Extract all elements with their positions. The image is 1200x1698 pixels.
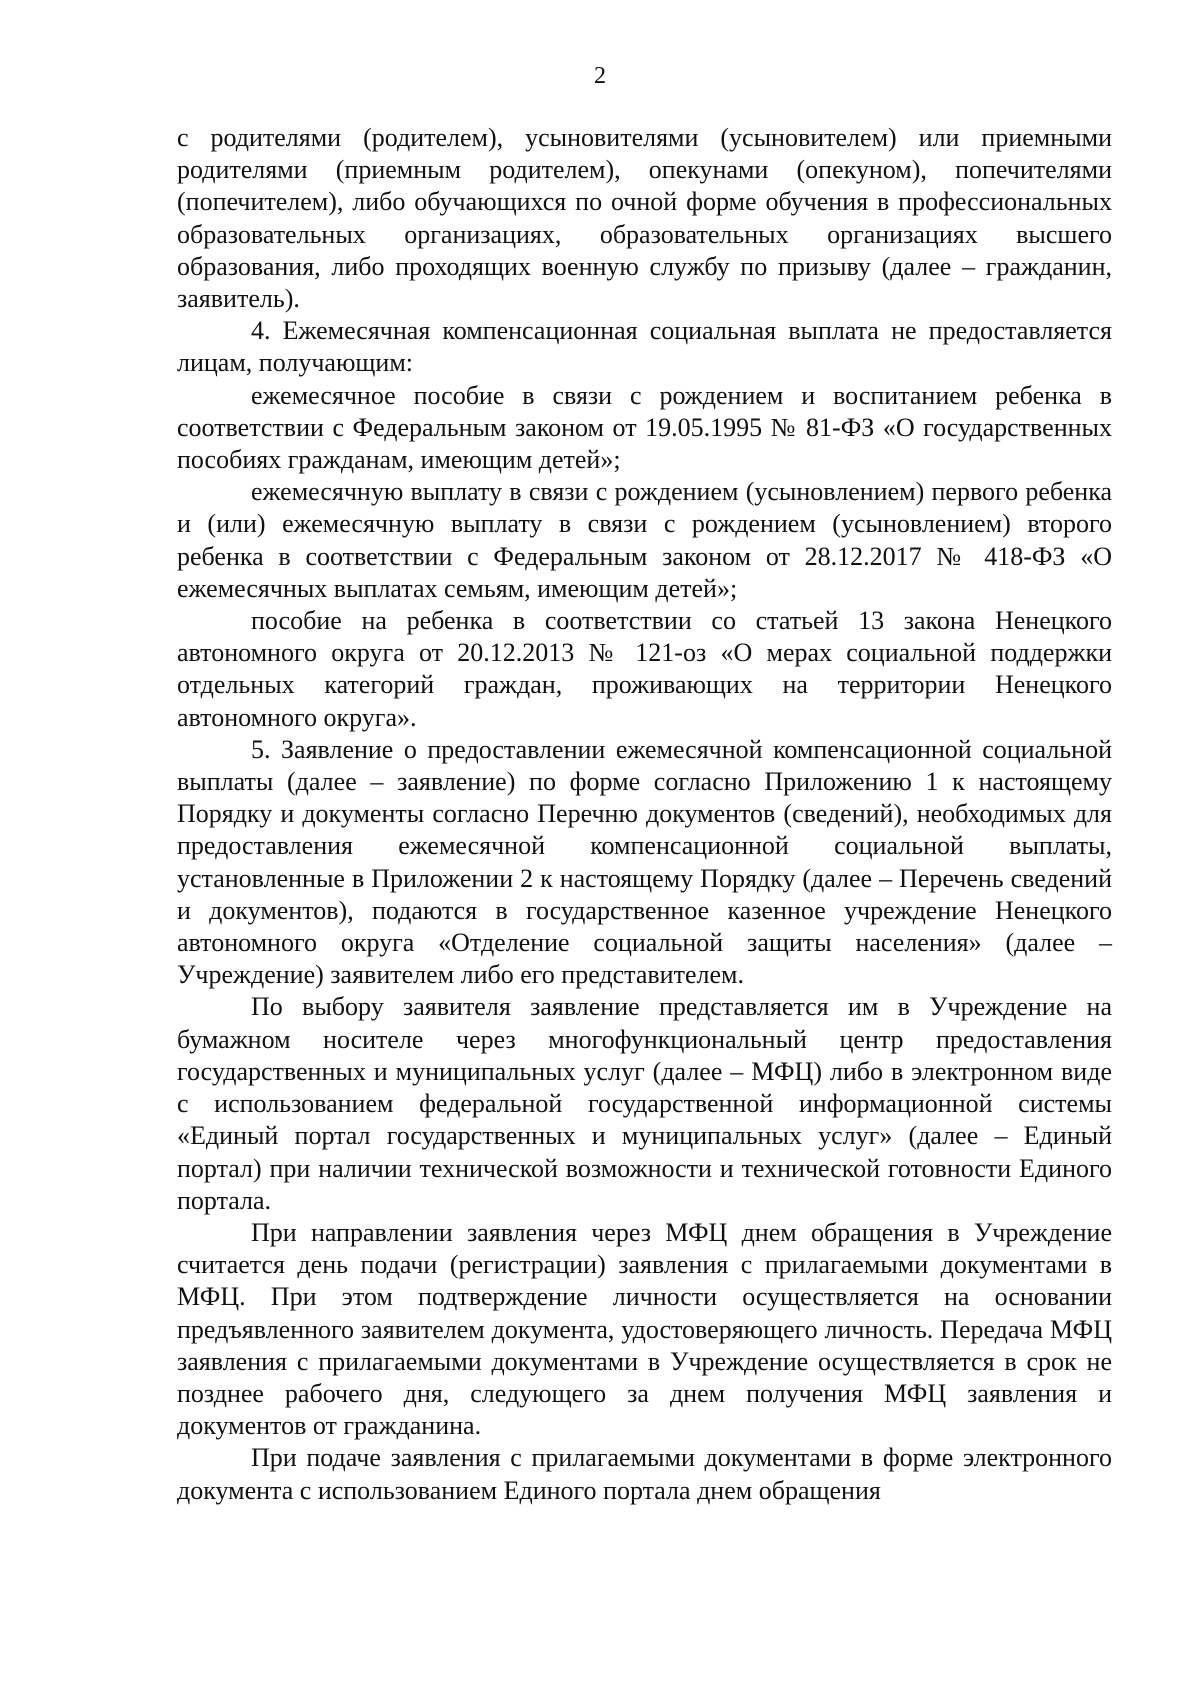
document-body — [177, 122, 1112, 1507]
page-number: 2 — [594, 63, 606, 89]
paragraph-6: 5. Заявление о предоставлении ежемесячной компенсационной социальной выплаты (далее – заявление) по форме согласно Приложению 1 к настоящему Порядку и документы согласно Перечню документов (сведений), необходимых для предоставления ежемесячной компенсационной социальной выплаты, установленные в Приложении 2 к настоящему Порядку (далее – Перечень сведений и документов), подаются в государственное казенное учреждение Ненецкого автономного округа «Отделение социальной защиты населения» (далее – Учреждение) заявителем либо его представителем. — [177, 734, 1112, 990]
paragraph-8: При направлении заявления через МФЦ днем обращения в Учреждение считается день подачи (регистрации) заявления с прилагаемыми документами в МФЦ. При этом подтверждение личности осуществляется на основании предъявленного заявителем документа, удостоверяющего личность. Передача МФЦ заявления с прилагаемыми документами в Учреждение осуществляется в срок не позднее рабочего дня, следующего за днем получения МФЦ заявления и документов от гражданина. — [177, 1217, 1112, 1441]
paragraph-1: с родителями (родителем), усыновителями (усыновителем) или приемными родителями (приемным родителем), опекунами (опекуном), попечителями (попечителем), либо обучающихся по очной форме обучения в профессиональных образовательных организациях, образовательных организациях высшего образования, либо проходящих военную службу по призыву (далее – гражданин, заявитель). — [177, 123, 1112, 314]
paragraph-9: При подаче заявления с прилагаемыми документами в форме электронного документа с использованием Единого портала днем обращения — [177, 1443, 1112, 1505]
paragraph-3: ежемесячное пособие в связи с рождением и воспитанием ребенка в соответствии с Федеральным законом от 19.05.1995 № 81-ФЗ «О государственных пособиях гражданам, имеющим детей»; — [177, 380, 1112, 475]
paragraph-7: По выбору заявителя заявление представляется им в Учреждение на бумажном носителе через многофункциональный центр предоставления государственных и муниципальных услуг (далее – МФЦ) либо в электронном виде с использованием федеральной государственной информационной системы «Единый портал государственных и муниципальных услуг» (далее – Единый портал) при наличии технической возможности и технической готовности Единого портала. — [177, 992, 1112, 1215]
paragraph-2: 4. Ежемесячная компенсационная социальная выплата не предоставляется лицам, получающим: — [177, 316, 1112, 378]
paragraph-4: ежемесячную выплату в связи с рождением (усыновлением) первого ребенка и (или) ежемесячную выплату в связи с рождением (усыновлением) второго ребенка в соответствии с Федеральным законом от 28.12.2017 № 418-ФЗ «О ежемесячных выплатах семьям, имеющим детей»; — [177, 477, 1112, 603]
paragraph-5: пособие на ребенка в соответствии со статьей 13 закона Ненецкого автономного округа от 20.12.2013 № 121-оз «О мерах социальной поддержки отдельных категорий граждан, проживающих на территории Ненецкого автономного округа». — [177, 606, 1112, 732]
